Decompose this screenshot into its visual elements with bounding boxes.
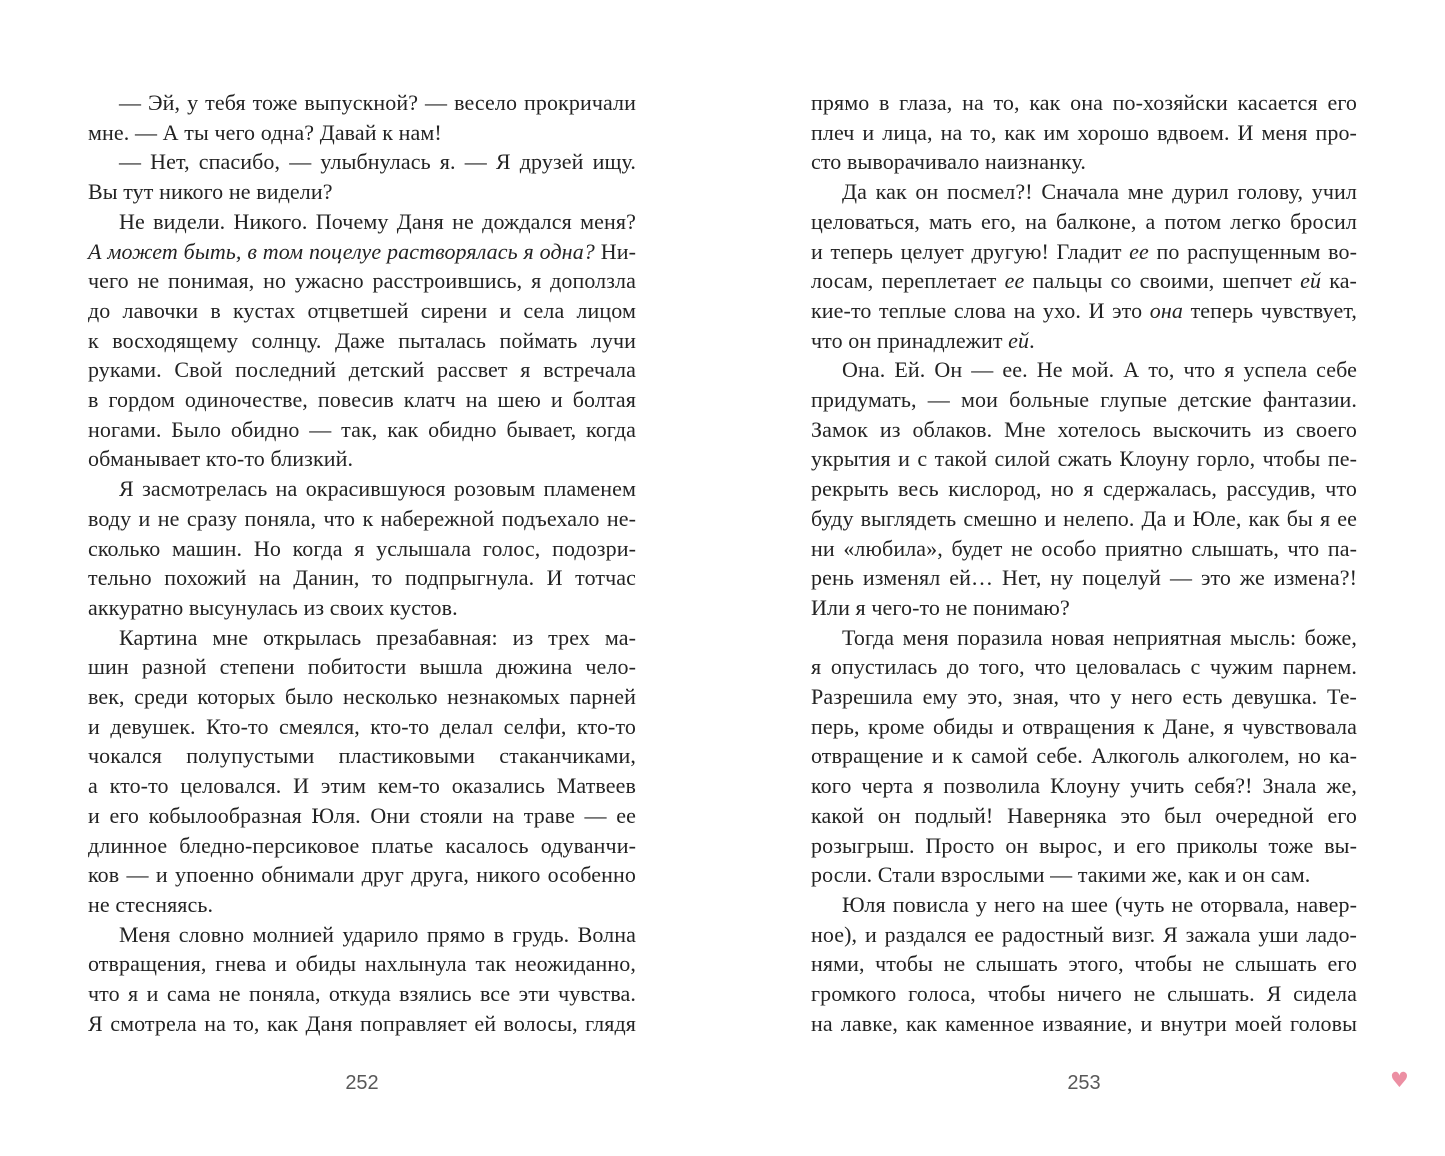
- text-segment: и его кобылообразная Юля. Они стояли на траве — ее: [88, 802, 636, 828]
- text-line: [88, 771, 636, 801]
- paragraph: [88, 623, 636, 920]
- text-line: [88, 415, 636, 445]
- text-line: [811, 88, 1357, 118]
- text-line: [811, 385, 1357, 415]
- text-segment: к восходящему солнцу. Даже пыталась поймать лучи: [88, 327, 636, 353]
- text-line: [88, 296, 636, 326]
- text-line: [88, 266, 636, 296]
- text-line: [88, 890, 636, 920]
- paragraph: [811, 623, 1357, 890]
- text-segment: нями, чтобы не слышать этого, чтобы не слышать его: [811, 951, 1357, 977]
- text-segment: сто выворачивало наизнанку.: [811, 149, 1086, 175]
- text-segment: теперь чувствует,: [1183, 297, 1357, 323]
- text-line: [811, 563, 1357, 593]
- text-line: [88, 741, 636, 771]
- paragraph: [811, 88, 1357, 177]
- text-line: [88, 326, 636, 356]
- text-segment: что он принадлежит: [811, 327, 1009, 353]
- text-line: [811, 801, 1357, 831]
- text-line: [88, 88, 636, 118]
- page-text-right: [811, 88, 1357, 1039]
- text-line: [88, 474, 636, 504]
- text-line: [88, 385, 636, 415]
- text-segment: отвращения, гнева и обиды нахлынула так неожиданно,: [88, 951, 636, 977]
- text-line: [811, 593, 1357, 623]
- text-segment: громкого голоса, чтобы ничего не слышать. Я сидела: [811, 981, 1357, 1007]
- text-segment: сколько машин. Но когда я услышала голос, подозри-: [88, 535, 636, 561]
- text-segment: длинное бледно-персиковое платье касалось одуванчи-: [88, 832, 636, 858]
- italic-text-segment: ее: [1004, 268, 1025, 294]
- text-segment: Не видели. Никого. Почему Даня не дождался меня?: [119, 208, 636, 234]
- paragraph: [811, 890, 1357, 1039]
- text-line: [88, 177, 636, 207]
- paragraph: [811, 355, 1357, 622]
- text-line: [811, 712, 1357, 742]
- text-segment: по распущенным во-: [1148, 238, 1357, 264]
- text-segment: плеч и лица, на то, как им хорошо вдвоем. И меня про-: [811, 119, 1357, 145]
- text-line: [811, 415, 1357, 445]
- text-segment: обманывает кто-то близкий.: [88, 446, 354, 472]
- text-segment: прямо в глаза, на то, как она по-хозяйски касается его: [811, 90, 1357, 115]
- text-segment: в гордом одиночестве, повесив клатч на шею и болтая: [88, 387, 636, 413]
- text-segment: буду выглядеть смешно и нелепо. Да и Юле, как бы я ее: [811, 505, 1357, 531]
- text-segment: руками. Свой последний детский рассвет я встречала: [88, 357, 636, 383]
- text-segment: укрытия и с такой силой сжать Клоуну горло, чтобы пе-: [811, 446, 1357, 472]
- text-line: [811, 831, 1357, 861]
- text-line: [811, 1009, 1357, 1039]
- book-page-right: [811, 88, 1357, 1118]
- text-line: [811, 207, 1357, 237]
- text-line: [811, 147, 1357, 177]
- text-line: [88, 147, 636, 177]
- text-segment: а кто-то целовался. И этим кем-то оказались Матвеев: [88, 773, 636, 799]
- text-line: [811, 237, 1357, 267]
- text-segment: аккуратно высунулась из своих кустов.: [88, 594, 458, 620]
- text-line: [811, 652, 1357, 682]
- text-segment: чокался полупустыми пластиковыми стаканчиками,: [88, 743, 636, 769]
- italic-text-segment: ее: [1129, 238, 1149, 264]
- text-line: [811, 355, 1357, 385]
- text-segment: мне. — А ты чего одна? Давай к нам!: [88, 119, 442, 145]
- text-line: [88, 623, 636, 653]
- text-line: [88, 801, 636, 831]
- text-segment: ка-: [1321, 268, 1357, 294]
- text-line: [88, 355, 636, 385]
- text-segment: ное), и раздался ее радостный визг. Я зажала уши ладо-: [811, 921, 1357, 947]
- text-line: [811, 177, 1357, 207]
- text-line: [88, 652, 636, 682]
- page-number-right: 253: [1067, 1072, 1101, 1094]
- text-line: [88, 949, 636, 979]
- text-line: [811, 949, 1357, 979]
- text-segment: воду и не сразу поняла, что к набережной подъехало не-: [88, 505, 636, 531]
- text-line: [88, 920, 636, 950]
- text-segment: не стесняясь.: [88, 891, 214, 917]
- italic-text-segment: она: [1149, 297, 1183, 323]
- text-line: [811, 682, 1357, 712]
- text-segment: Разрешила ему это, зная, что у него есть девушка. Те-: [811, 684, 1357, 710]
- text-segment: на лавке, как каменное изваяние, и внутри моей головы: [811, 1010, 1357, 1036]
- text-segment: Она. Ей. Он — ее. Не мой. А то, что я успела себе: [842, 357, 1357, 383]
- text-segment: рекрыть весь кислород, но я сдержалась, рассудив, что: [811, 476, 1357, 502]
- text-line: [88, 682, 636, 712]
- page-number-left: 252: [345, 1072, 379, 1094]
- text-line: [88, 504, 636, 534]
- text-segment: — Эй, у тебя тоже выпускной? — весело прокричали: [119, 90, 636, 115]
- text-segment: Меня словно молнией ударило прямо в грудь. Волна: [119, 921, 636, 947]
- text-line: [88, 831, 636, 861]
- text-segment: лосам, переплетает: [811, 268, 1005, 294]
- text-line: [811, 266, 1357, 296]
- text-segment: Вы тут никого не видели?: [88, 179, 333, 205]
- text-segment: ков — и упоенно обнимали друг друга, никого особенно: [88, 862, 636, 888]
- text-line: [88, 563, 636, 593]
- paragraph: [88, 920, 636, 1039]
- text-line: [88, 444, 636, 474]
- paragraph: [88, 88, 636, 147]
- text-segment: чего не понимая, но ужасно расстроившись, я доползла: [88, 268, 636, 294]
- text-segment: розыгрыш. Просто он вырос, и его приколы тоже вы-: [811, 832, 1357, 858]
- text-segment: кого черта я позволила Клоуну учить себя?! Знала же,: [811, 773, 1357, 799]
- text-segment: Или я чего-то не понимаю?: [811, 594, 1070, 620]
- text-segment: Замок из облаков. Мне хотелось выскочить из своего: [811, 416, 1357, 442]
- paragraph: [88, 147, 636, 206]
- paragraph: [88, 207, 636, 474]
- text-line: [88, 207, 636, 237]
- text-line: [811, 326, 1357, 356]
- paragraph: [88, 474, 636, 623]
- text-segment: до лавочки в кустах отцветшей сирени и села лицом: [88, 297, 636, 323]
- page-text-left: [88, 88, 636, 1039]
- text-segment: Картина мне открылась презабавная: из трех ма-: [119, 624, 636, 650]
- text-line: [88, 979, 636, 1009]
- text-line: [811, 296, 1357, 326]
- heart-icon: ♥: [1390, 1068, 1409, 1092]
- text-line: [811, 979, 1357, 1009]
- text-line: [811, 623, 1357, 653]
- paragraph: [811, 177, 1357, 355]
- text-segment: придумать, — мои больные глупые детские фантазии.: [811, 387, 1357, 413]
- text-line: [88, 860, 636, 890]
- text-segment: Да как он посмел?! Сначала мне дурил голову, учил: [842, 179, 1357, 205]
- book-page-left: [88, 88, 636, 1118]
- italic-text-segment: А может быть, в том поцелуе растворялась я одна?: [88, 238, 595, 264]
- text-segment: отвращение и к самой себе. Алкоголь алкоголем, но ка-: [811, 743, 1357, 769]
- text-line: [88, 712, 636, 742]
- text-segment: Тогда меня поразила новая неприятная мысль: боже,: [842, 624, 1357, 650]
- text-segment: и теперь целует другую! Гладит: [811, 238, 1130, 264]
- text-segment: ногами. Было обидно — так, как обидно бывает, когда: [88, 416, 636, 442]
- text-segment: — Нет, спасибо, — улыбнулась я. — Я друзей ищу.: [119, 149, 636, 175]
- text-line: [811, 118, 1357, 148]
- text-line: [811, 741, 1357, 771]
- text-line: [88, 237, 636, 267]
- text-line: [88, 1009, 636, 1039]
- text-line: [811, 860, 1357, 890]
- text-line: [811, 890, 1357, 920]
- italic-text-segment: ей: [1300, 268, 1322, 294]
- text-segment: я опустилась до того, что целовалась с чужим парнем.: [811, 654, 1357, 680]
- text-segment: рень изменял ей… Нет, ну поцелуй — это же измена?!: [811, 565, 1357, 591]
- text-segment: Я засмотрелась на окрасившуюся розовым пламенем: [119, 476, 636, 502]
- text-line: [811, 771, 1357, 801]
- text-segment: век, среди которых было несколько незнакомых парней: [88, 684, 636, 710]
- text-segment: шин разной степени побитости вышла дюжина чело-: [88, 654, 636, 680]
- text-segment: Я смотрела на то, как Даня поправляет ей волосы, глядя: [88, 1010, 636, 1036]
- text-segment: пальцы со своими, шепчет: [1024, 268, 1301, 294]
- text-segment: что я и сама не поняла, откуда взялись все эти чувства.: [88, 981, 636, 1007]
- text-segment: .: [1029, 327, 1035, 353]
- text-segment: тельно похожий на Данин, то подпрыгнула. И тотчас: [88, 565, 636, 591]
- text-segment: кие-то теплые слова на ухо. И это: [811, 297, 1150, 323]
- text-segment: и девушек. Кто-то смеялся, кто-то делал селфи, кто-то: [88, 713, 636, 739]
- text-segment: какой он подлый! Наверняка это был очередной его: [811, 802, 1357, 828]
- text-line: [811, 444, 1357, 474]
- text-line: [88, 593, 636, 623]
- text-line: [811, 474, 1357, 504]
- italic-text-segment: ей: [1008, 327, 1030, 353]
- text-segment: перь, кроме обиды и отвращения к Дане, я чувствовала: [811, 713, 1357, 739]
- text-segment: Юля повисла у него на шее (чуть не оторвала, навер-: [842, 891, 1357, 917]
- text-line: [88, 534, 636, 564]
- text-segment: целоваться, мать его, на балконе, а потом легко бросил: [811, 208, 1357, 234]
- text-line: [88, 118, 636, 148]
- text-line: [811, 504, 1357, 534]
- text-line: [811, 534, 1357, 564]
- text-segment: Ни-: [594, 238, 636, 264]
- text-segment: росли. Стали взрослыми — такими же, как и он сам.: [811, 862, 1311, 888]
- text-line: [811, 920, 1357, 950]
- text-segment: ни «любила», будет не особо приятно слышать, что па-: [811, 535, 1357, 561]
